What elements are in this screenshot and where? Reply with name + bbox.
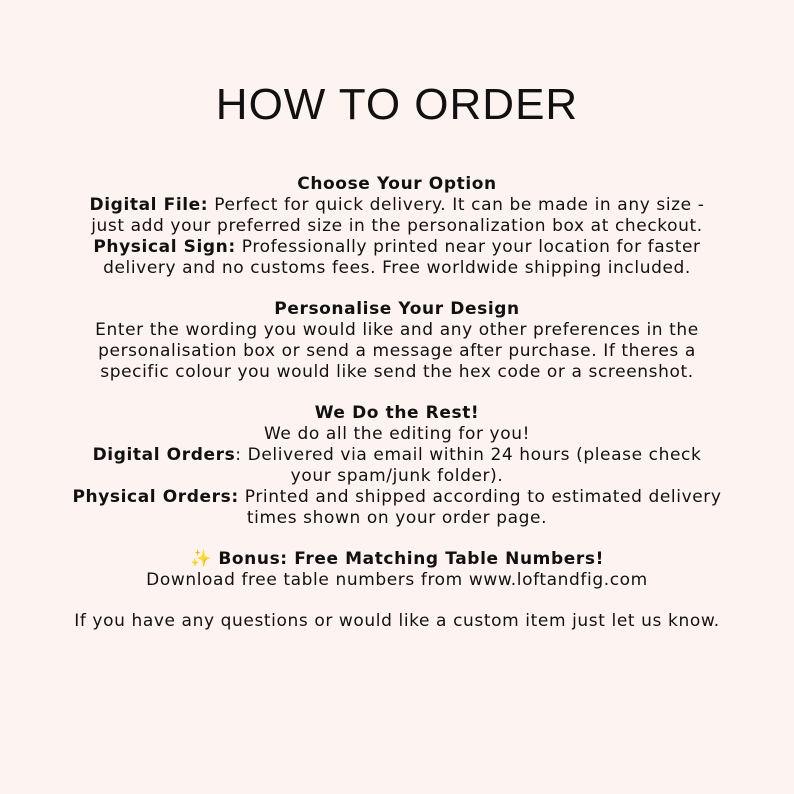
digital-orders-label: Digital Orders [92,445,236,465]
physical-sign-paragraph [72,237,722,279]
instructions [72,174,722,632]
digital-file-label: Digital File: [89,195,209,215]
bonus-text: Download free table numbers from www.loftandfig.com [146,570,648,590]
physical-orders-text: Printed and shipped according to estimated delivery times shown on your order page. [238,487,722,528]
section-spacer [72,529,722,549]
digital-orders-text: : Delivered via email within 24 hours (please check your spam/junk folder). [235,445,702,486]
bonus-heading: Bonus: Free Matching Table Numbers! [211,549,604,569]
footer-note [72,611,722,632]
physical-orders-label: Physical Orders: [72,487,239,507]
bonus-section [72,549,722,591]
digital-orders-paragraph [72,445,722,487]
sparkles-icon: ✨ [190,549,212,569]
editing-intro: We do all the editing for you! [263,424,530,444]
page-title: HOW TO ORDER [215,80,579,129]
we-do-the-rest-section [72,403,722,529]
footer-text: If you have any questions or would like a custom item just let us know. [74,611,720,631]
section-spacer [72,383,722,403]
personalise-heading: Personalise Your Design [274,299,520,319]
physical-sign-label: Physical Sign: [93,237,236,257]
bonus-heading-line [72,549,722,570]
physical-orders-paragraph [72,487,722,529]
personalise-section [72,299,722,383]
digital-file-text: Perfect for quick delivery. It can be made in any size - just add your preferred size in the personalization box at checkout. [91,195,705,236]
physical-sign-text: Professionally printed near your location for faster delivery and no customs fees. Free worldwide shipping included. [103,237,701,278]
personalise-text: Enter the wording you would like and any other preferences in the personalisation box or send a message after purchase. If theres a specific colour you would like send the hex code or a screenshot. [95,320,699,382]
digital-file-paragraph [72,195,722,237]
choose-option-heading: Choose Your Option [297,174,497,194]
section-spacer [72,591,722,611]
section-spacer [72,279,722,299]
choose-option-section [72,174,722,279]
we-do-the-rest-heading: We Do the Rest! [314,403,480,423]
